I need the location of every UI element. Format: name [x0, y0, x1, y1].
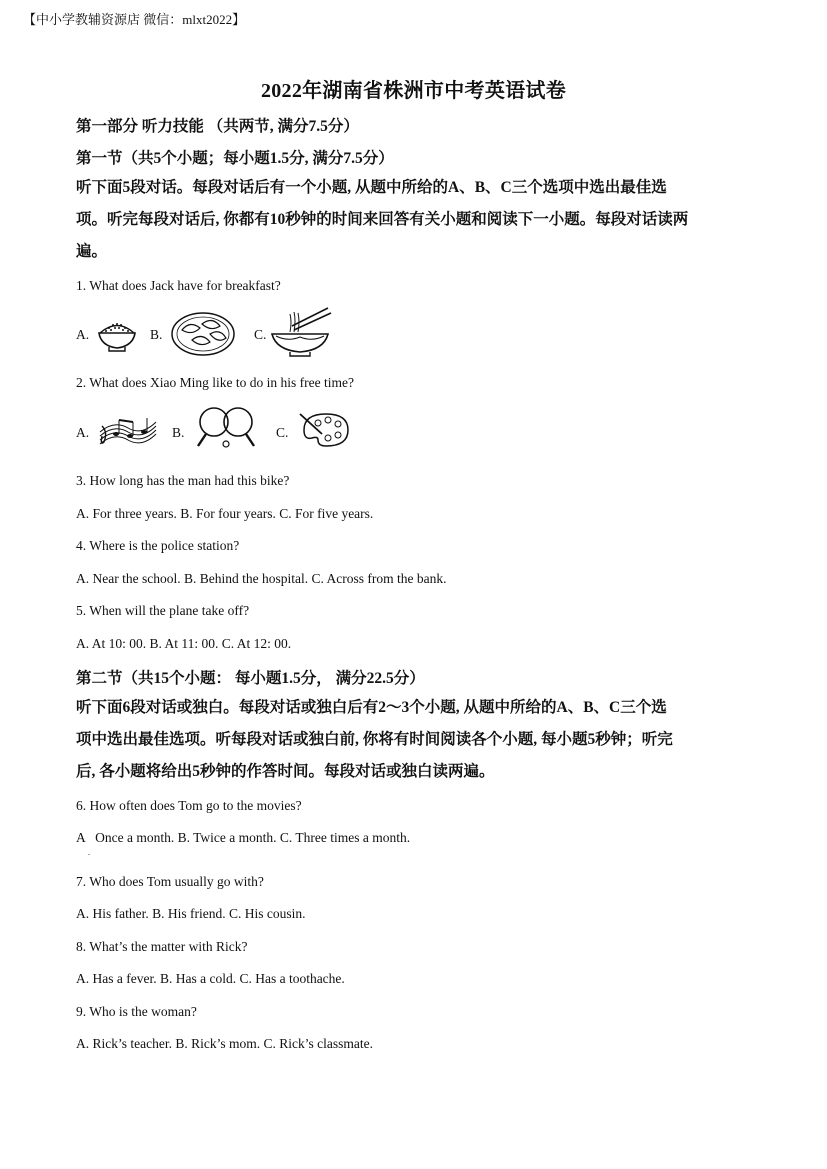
section2-heading: 第二节（共15个小题： 每小题1.5分， 满分22.5分） [76, 670, 425, 687]
painting-palette-icon [296, 410, 354, 450]
question-8: 8. What’s the matter with Rick? [76, 939, 248, 954]
section2-instruction-line-3: 后, 各小题将给出5秒钟的作答时间。每段对话或独白读两遍。 [76, 763, 495, 780]
q1-option-a-label: A. [76, 327, 90, 342]
question-7-options: A. His father. B. His friend. C. His cousin. [76, 906, 306, 921]
question-3-options: A. For three years. B. For four years. C. For five years. [76, 506, 374, 521]
stray-mark: . [88, 848, 90, 857]
section1-heading: 第一节（共5个小题；每小题1.5分, 满分7.5分） [76, 150, 394, 167]
question-5-options: A. At 10: 00. B. At 11: 00. C. At 12: 00. [76, 636, 292, 651]
question-2: 2. What does Xiao Ming like to do in his free time? [76, 375, 354, 390]
section1-instruction-line-1: 听下面5段对话。每段对话后有一个小题, 从题中所给的A、B、C三个选项中选出最佳选 [76, 179, 667, 196]
page-title: 2022年湖南省株洲市中考英语试卷 [260, 80, 567, 102]
question-3: 3. How long has the man had this bike? [76, 473, 290, 488]
music-notes-icon [94, 410, 160, 450]
q2-option-c-label: C. [276, 425, 289, 440]
header-tag: 【中小学教辅资源店 微信：mlxt2022】 [23, 12, 246, 27]
question-8-options: A. Has a fever. B. Has a cold. C. Has a toothache. [76, 971, 345, 986]
dumplings-icon [170, 310, 236, 358]
section2-instruction-line-1: 听下面6段对话或独白。每段对话或独白后有2～3个小题, 从题中所给的A、B、C三个选 [76, 699, 667, 716]
question-1: 1. What does Jack have for breakfast? [76, 278, 281, 293]
section1-instruction-line-3: 遍。 [76, 243, 108, 260]
section2-instruction-line-2: 项中选出最佳选项。听每段对话或独白前, 你将有时间阅读各个小题, 每小题5秒钟；听完 [76, 731, 673, 748]
q2-option-a-label: A. [76, 425, 90, 440]
question-4-options: A. Near the school. B. Behind the hospital. C. Across from the bank. [76, 571, 447, 586]
rice-bowl-icon [96, 314, 138, 354]
part1-heading: 第一部分 听力技能 （共两节, 满分7.5分） [76, 118, 359, 135]
question-4: 4. Where is the police station? [76, 538, 240, 553]
question-6-options: A Once a month. B. Twice a month. C. Three times a month. [76, 830, 411, 845]
q1-option-b-label: B. [150, 327, 163, 342]
q1-option-c-label: C. [254, 327, 267, 342]
question-7: 7. Who does Tom usually go with? [76, 874, 264, 889]
noodles-icon [268, 304, 334, 360]
section1-instruction-line-2: 项。听完每段对话后, 你都有10秒钟的时间来回答有关小题和阅读下一小题。每段对话读两 [76, 211, 689, 228]
question-9-options: A. Rick’s teacher. B. Rick’s mom. C. Rick’s classmate. [76, 1036, 373, 1051]
q2-option-b-label: B. [172, 425, 185, 440]
question-5: 5. When will the plane take off? [76, 603, 250, 618]
question-9: 9. Who is the woman? [76, 1004, 197, 1019]
ping-pong-icon [192, 406, 262, 452]
question-6: 6. How often does Tom go to the movies? [76, 798, 302, 813]
